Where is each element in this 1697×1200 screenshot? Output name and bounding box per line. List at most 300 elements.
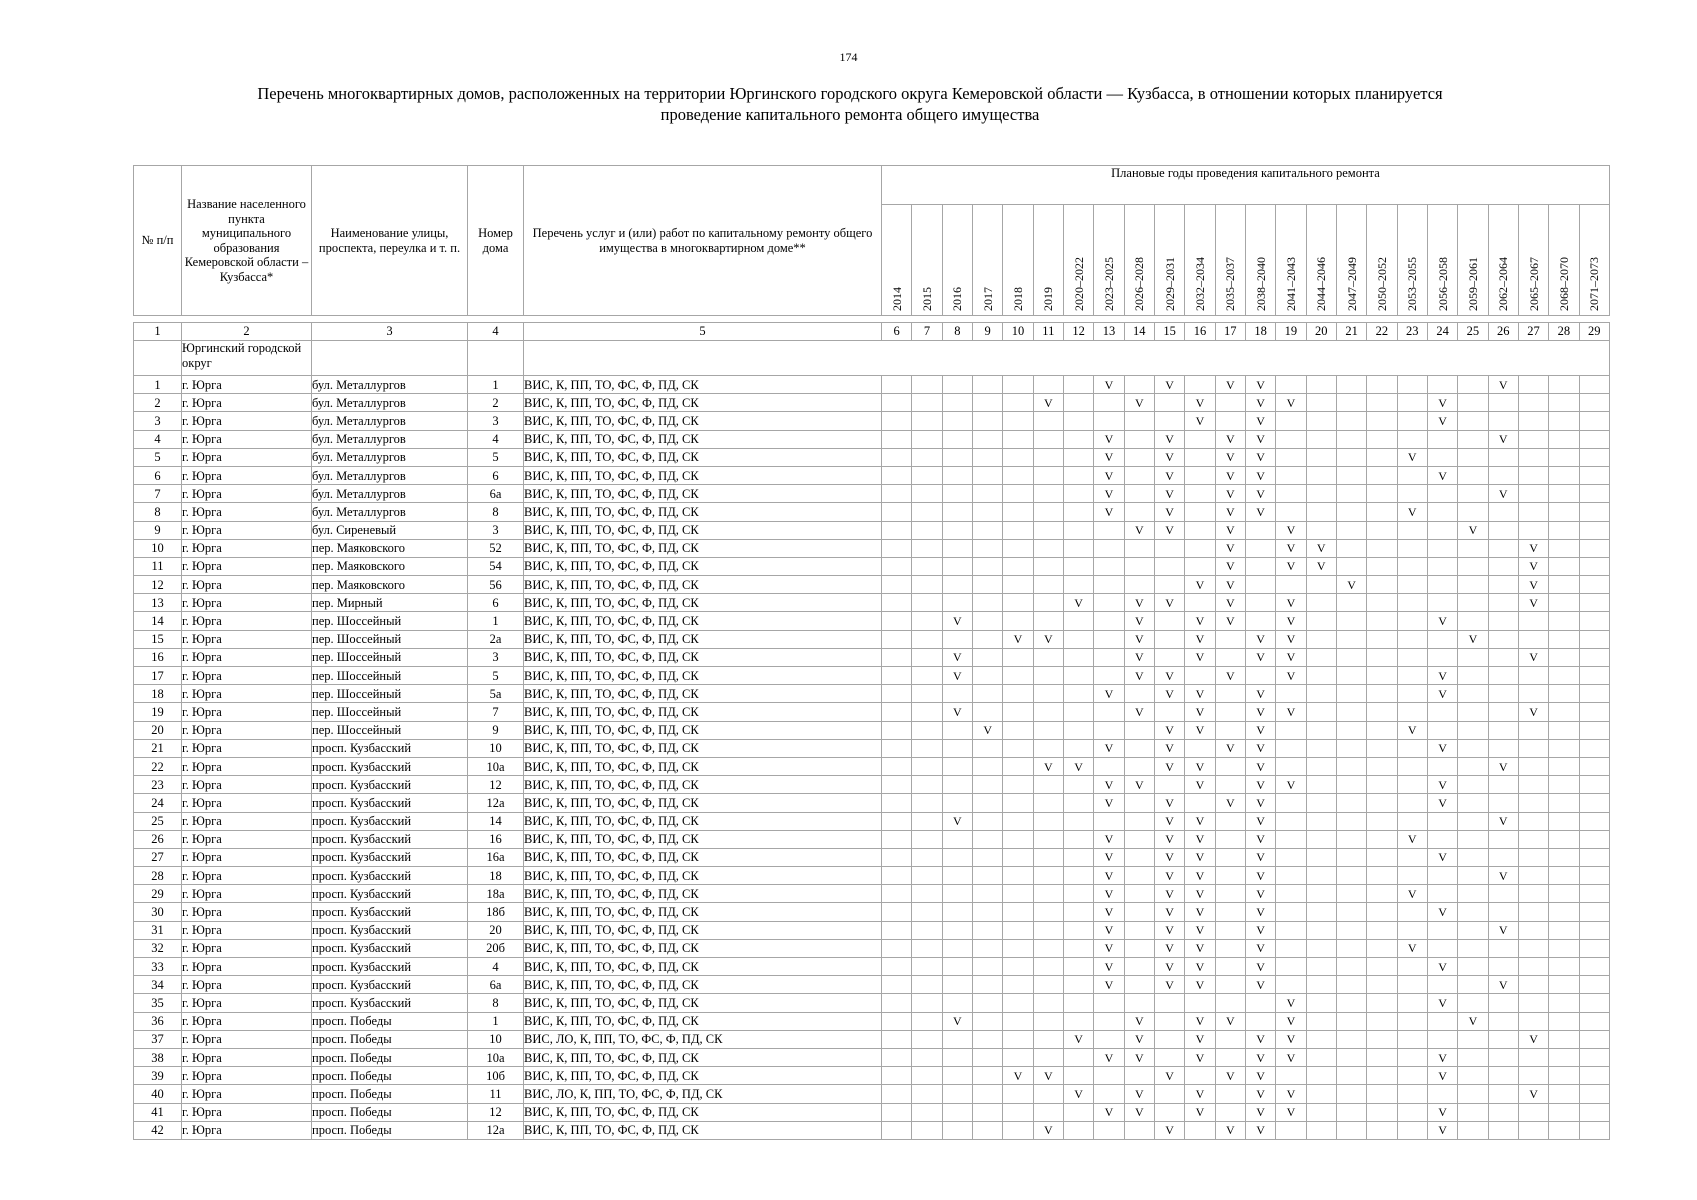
year-cell — [882, 903, 912, 921]
year-cell — [1215, 939, 1245, 957]
year-cell — [1518, 612, 1548, 630]
year-cell — [942, 1067, 972, 1085]
repair-mark: V — [1154, 1067, 1184, 1085]
repair-mark: V — [1276, 539, 1306, 557]
table-row — [134, 1085, 1610, 1103]
settlement-cell: г. Юрга — [182, 830, 312, 848]
row-number: 36 — [134, 1012, 182, 1030]
year-cell — [1427, 448, 1457, 466]
year-cell — [1003, 1121, 1033, 1139]
year-cell — [972, 1048, 1002, 1066]
year-cell — [1458, 612, 1488, 630]
repair-mark: V — [1245, 1103, 1275, 1121]
year-cell — [912, 485, 942, 503]
year-cell — [1549, 1030, 1579, 1048]
table-row — [134, 721, 1610, 739]
year-label: 2056–2058 — [1435, 257, 1450, 311]
repair-mark: V — [1306, 539, 1336, 557]
year-cell — [1579, 903, 1609, 921]
year-header — [1306, 205, 1336, 316]
year-cell — [1336, 648, 1366, 666]
street-cell: бул. Металлургов — [312, 485, 468, 503]
repair-mark: V — [1094, 830, 1124, 848]
works-cell: ВИС, К, ПП, ТО, ФС, Ф, ПД, СК — [524, 667, 882, 685]
year-cell — [972, 539, 1002, 557]
year-cell — [1185, 994, 1215, 1012]
table-row — [134, 1048, 1610, 1066]
year-cell — [1397, 557, 1427, 575]
year-cell — [1397, 485, 1427, 503]
year-label: 2044–2046 — [1314, 257, 1329, 311]
year-cell — [1336, 703, 1366, 721]
works-cell: ВИС, К, ПП, ТО, ФС, Ф, ПД, СК — [524, 794, 882, 812]
repair-mark: V — [1185, 721, 1215, 739]
year-cell — [1033, 576, 1063, 594]
year-cell — [942, 485, 972, 503]
year-cell — [1245, 576, 1275, 594]
year-cell — [1124, 448, 1154, 466]
works-cell: ВИС, К, ПП, ТО, ФС, Ф, ПД, СК — [524, 703, 882, 721]
row-number: 12 — [134, 576, 182, 594]
year-cell — [1488, 448, 1518, 466]
year-cell — [1063, 703, 1093, 721]
repair-mark: V — [1094, 430, 1124, 448]
settlement-cell: г. Юрга — [182, 1067, 312, 1085]
street-cell: просп. Кузбасский — [312, 812, 468, 830]
repair-mark: V — [1185, 394, 1215, 412]
year-cell — [1458, 830, 1488, 848]
repair-mark: V — [942, 812, 972, 830]
year-cell — [972, 776, 1002, 794]
repair-mark: V — [1488, 757, 1518, 775]
year-cell — [1003, 976, 1033, 994]
year-cell — [972, 885, 1002, 903]
year-cell — [882, 976, 912, 994]
year-cell — [1397, 594, 1427, 612]
table-row — [134, 430, 1610, 448]
repair-mark: V — [972, 721, 1002, 739]
column-number: 26 — [1488, 323, 1518, 341]
repair-mark: V — [1185, 757, 1215, 775]
repair-mark: V — [1245, 1121, 1275, 1139]
repair-mark: V — [1488, 812, 1518, 830]
year-cell — [1033, 994, 1063, 1012]
year-cell — [1063, 503, 1093, 521]
works-cell: ВИС, К, ПП, ТО, ФС, Ф, ПД, СК — [524, 448, 882, 466]
repair-mark: V — [1154, 503, 1184, 521]
year-cell — [1276, 430, 1306, 448]
year-cell — [1488, 685, 1518, 703]
repair-mark: V — [1033, 394, 1063, 412]
year-cell — [1397, 521, 1427, 539]
year-cell — [1427, 1012, 1457, 1030]
repair-mark: V — [1185, 812, 1215, 830]
year-label: 2015 — [919, 287, 934, 311]
year-cell — [912, 630, 942, 648]
year-cell — [912, 539, 942, 557]
year-cell — [1276, 685, 1306, 703]
year-cell — [912, 448, 942, 466]
year-cell — [1427, 885, 1457, 903]
year-cell — [1458, 976, 1488, 994]
year-label: 2019 — [1041, 287, 1056, 311]
year-label: 2038–2040 — [1253, 257, 1268, 311]
year-cell — [1549, 1121, 1579, 1139]
street-cell: просп. Кузбасский — [312, 867, 468, 885]
year-cell — [1458, 667, 1488, 685]
repair-mark: V — [1094, 376, 1124, 394]
table-row — [134, 394, 1610, 412]
settlement-cell: г. Юрга — [182, 921, 312, 939]
house-cell: 18б — [468, 903, 524, 921]
column-number: 23 — [1397, 323, 1427, 341]
row-number: 40 — [134, 1085, 182, 1103]
year-cell — [1367, 939, 1397, 957]
house-cell: 8 — [468, 994, 524, 1012]
year-cell — [972, 466, 1002, 484]
repair-mark: V — [1245, 757, 1275, 775]
year-cell — [1003, 466, 1033, 484]
year-cell — [1245, 521, 1275, 539]
year-cell — [1276, 376, 1306, 394]
year-cell — [1124, 376, 1154, 394]
repair-mark: V — [1245, 921, 1275, 939]
street-cell: просп. Победы — [312, 1012, 468, 1030]
year-cell — [1458, 776, 1488, 794]
year-cell — [1154, 1048, 1184, 1066]
year-cell — [1367, 976, 1397, 994]
repair-mark: V — [1124, 667, 1154, 685]
year-cell — [1336, 1085, 1366, 1103]
year-cell — [1549, 994, 1579, 1012]
year-cell — [1033, 430, 1063, 448]
year-cell — [942, 685, 972, 703]
year-cell — [1185, 466, 1215, 484]
year-cell — [1185, 539, 1215, 557]
year-cell — [1518, 685, 1548, 703]
repair-mark: V — [1276, 557, 1306, 575]
group-cell-empty — [312, 341, 468, 376]
repair-mark: V — [1154, 721, 1184, 739]
table-row — [134, 885, 1610, 903]
repair-mark: V — [1245, 376, 1275, 394]
year-cell — [1033, 648, 1063, 666]
year-cell — [972, 394, 1002, 412]
year-cell — [1367, 503, 1397, 521]
year-cell — [1367, 594, 1397, 612]
year-cell — [1458, 1030, 1488, 1048]
year-cell — [1124, 576, 1154, 594]
year-cell — [972, 557, 1002, 575]
year-label: 2047–2049 — [1344, 257, 1359, 311]
repair-mark: V — [1185, 612, 1215, 630]
year-cell — [1306, 794, 1336, 812]
year-cell — [1276, 1067, 1306, 1085]
year-cell — [942, 939, 972, 957]
works-cell: ВИС, К, ПП, ТО, ФС, Ф, ПД, СК — [524, 921, 882, 939]
year-cell — [912, 794, 942, 812]
row-number: 11 — [134, 557, 182, 575]
settlement-cell: г. Юрга — [182, 776, 312, 794]
year-cell — [1094, 412, 1124, 430]
year-cell — [1549, 757, 1579, 775]
year-label: 2071–2073 — [1587, 257, 1602, 311]
year-cell — [1336, 994, 1366, 1012]
repair-mark: V — [1185, 703, 1215, 721]
year-cell — [1397, 1085, 1427, 1103]
year-cell — [1336, 921, 1366, 939]
year-cell — [1367, 1121, 1397, 1139]
year-cell — [1518, 939, 1548, 957]
year-cell — [882, 412, 912, 430]
year-cell — [942, 848, 972, 866]
table-row — [134, 1067, 1610, 1085]
year-cell — [1124, 867, 1154, 885]
repair-mark: V — [1427, 1067, 1457, 1085]
year-cell — [1185, 521, 1215, 539]
year-cell — [1579, 430, 1609, 448]
repair-mark: V — [1245, 830, 1275, 848]
year-cell — [912, 1048, 942, 1066]
repair-mark: V — [1094, 448, 1124, 466]
repair-mark: V — [1124, 648, 1154, 666]
year-cell — [1215, 412, 1245, 430]
repair-mark: V — [1094, 921, 1124, 939]
year-cell — [1094, 576, 1124, 594]
year-cell — [1003, 667, 1033, 685]
year-cell — [1488, 521, 1518, 539]
year-cell — [1124, 903, 1154, 921]
year-cell — [1033, 412, 1063, 430]
year-cell — [882, 739, 912, 757]
works-cell: ВИС, К, ПП, ТО, ФС, Ф, ПД, СК — [524, 685, 882, 703]
works-cell: ВИС, К, ПП, ТО, ФС, Ф, ПД, СК — [524, 976, 882, 994]
year-cell — [1367, 1103, 1397, 1121]
street-cell: просп. Победы — [312, 1121, 468, 1139]
year-cell — [882, 667, 912, 685]
year-cell — [1549, 376, 1579, 394]
table-row — [134, 485, 1610, 503]
year-cell — [1518, 867, 1548, 885]
year-cell — [1154, 412, 1184, 430]
year-cell — [1549, 612, 1579, 630]
repair-mark: V — [1458, 521, 1488, 539]
year-cell — [1094, 757, 1124, 775]
settlement-cell: г. Юрга — [182, 1103, 312, 1121]
settlement-cell: г. Юрга — [182, 885, 312, 903]
repair-mark: V — [1154, 667, 1184, 685]
year-cell — [1033, 958, 1063, 976]
year-cell — [942, 1048, 972, 1066]
year-cell — [882, 885, 912, 903]
year-cell — [1033, 612, 1063, 630]
year-cell — [1306, 1121, 1336, 1139]
settlement-cell: г. Юрга — [182, 576, 312, 594]
year-cell — [912, 976, 942, 994]
year-cell — [1336, 1012, 1366, 1030]
works-cell: ВИС, К, ПП, ТО, ФС, Ф, ПД, СК — [524, 994, 882, 1012]
year-cell — [972, 867, 1002, 885]
year-cell — [882, 776, 912, 794]
year-cell — [1549, 503, 1579, 521]
row-number: 7 — [134, 485, 182, 503]
street-cell: пер. Маяковского — [312, 557, 468, 575]
header-planned-years: Плановые годы проведения капитального ремонта — [882, 166, 1610, 205]
year-cell — [1397, 921, 1427, 939]
table-row — [134, 466, 1610, 484]
table-body — [134, 316, 1610, 1140]
settlement-cell: г. Юрга — [182, 539, 312, 557]
year-cell — [1063, 648, 1093, 666]
year-cell — [1003, 1030, 1033, 1048]
year-cell — [1488, 667, 1518, 685]
year-cell — [1488, 1121, 1518, 1139]
year-cell — [942, 521, 972, 539]
year-cell — [912, 394, 942, 412]
year-cell — [912, 812, 942, 830]
repair-mark: V — [1427, 1121, 1457, 1139]
repair-mark: V — [1033, 630, 1063, 648]
year-cell — [1336, 830, 1366, 848]
year-cell — [1367, 430, 1397, 448]
row-number: 15 — [134, 630, 182, 648]
row-number: 14 — [134, 612, 182, 630]
year-cell — [1336, 721, 1366, 739]
house-cell: 12а — [468, 794, 524, 812]
repair-mark: V — [1458, 630, 1488, 648]
year-cell — [1488, 1048, 1518, 1066]
year-cell — [1245, 612, 1275, 630]
row-number: 22 — [134, 757, 182, 775]
street-cell: пер. Шоссейный — [312, 721, 468, 739]
year-cell — [1549, 976, 1579, 994]
year-cell — [1154, 557, 1184, 575]
repair-mark: V — [1215, 794, 1245, 812]
year-cell — [1579, 830, 1609, 848]
house-cell: 16 — [468, 830, 524, 848]
street-cell: просп. Кузбасский — [312, 939, 468, 957]
year-cell — [882, 939, 912, 957]
repair-mark: V — [1063, 1030, 1093, 1048]
row-number: 6 — [134, 466, 182, 484]
settlement-cell: г. Юрга — [182, 757, 312, 775]
year-cell — [1458, 757, 1488, 775]
year-cell — [1579, 1121, 1609, 1139]
year-cell — [882, 958, 912, 976]
year-cell — [1397, 539, 1427, 557]
works-cell: ВИС, К, ПП, ТО, ФС, Ф, ПД, СК — [524, 1103, 882, 1121]
repair-mark: V — [1518, 1085, 1548, 1103]
street-cell: бул. Металлургов — [312, 503, 468, 521]
year-cell — [912, 776, 942, 794]
year-cell — [1458, 430, 1488, 448]
works-cell: ВИС, К, ПП, ТО, ФС, Ф, ПД, СК — [524, 812, 882, 830]
year-cell — [1488, 466, 1518, 484]
year-cell — [1094, 557, 1124, 575]
year-cell — [1033, 466, 1063, 484]
year-cell — [1245, 994, 1275, 1012]
repair-mark: V — [1245, 903, 1275, 921]
year-cell — [1549, 1103, 1579, 1121]
year-header — [1367, 205, 1397, 316]
year-cell — [912, 958, 942, 976]
year-cell — [1397, 667, 1427, 685]
year-cell — [1397, 1103, 1427, 1121]
table-row — [134, 667, 1610, 685]
settlement-cell: г. Юрга — [182, 903, 312, 921]
repair-mark: V — [1397, 503, 1427, 521]
page-number: 174 — [839, 50, 858, 64]
year-cell — [1215, 903, 1245, 921]
year-cell — [1458, 539, 1488, 557]
street-cell: просп. Победы — [312, 1030, 468, 1048]
year-label: 2068–2070 — [1556, 257, 1571, 311]
table-row — [134, 630, 1610, 648]
year-cell — [1488, 830, 1518, 848]
year-cell — [1306, 885, 1336, 903]
year-header — [1185, 205, 1215, 316]
settlement-cell: г. Юрга — [182, 976, 312, 994]
year-cell — [942, 557, 972, 575]
year-cell — [1367, 1030, 1397, 1048]
year-cell — [972, 1121, 1002, 1139]
street-cell: просп. Кузбасский — [312, 994, 468, 1012]
column-number: 6 — [882, 323, 912, 341]
year-cell — [1003, 485, 1033, 503]
row-number: 18 — [134, 685, 182, 703]
year-cell — [912, 521, 942, 539]
year-cell — [1154, 1103, 1184, 1121]
year-cell — [1185, 667, 1215, 685]
year-cell — [1306, 903, 1336, 921]
year-cell — [1397, 994, 1427, 1012]
year-cell — [1154, 703, 1184, 721]
repair-mark: V — [1154, 376, 1184, 394]
year-cell — [1488, 739, 1518, 757]
year-cell — [1549, 830, 1579, 848]
year-cell — [912, 594, 942, 612]
repair-mark: V — [1276, 994, 1306, 1012]
year-cell — [1063, 376, 1093, 394]
year-cell — [1094, 812, 1124, 830]
year-cell — [1215, 394, 1245, 412]
year-cell — [1306, 1103, 1336, 1121]
year-cell — [1306, 394, 1336, 412]
year-cell — [1458, 448, 1488, 466]
column-number: 1 — [134, 323, 182, 341]
row-number: 42 — [134, 1121, 182, 1139]
repair-mark: V — [1336, 576, 1366, 594]
repair-mark: V — [1185, 576, 1215, 594]
year-cell — [1215, 630, 1245, 648]
house-cell: 20б — [468, 939, 524, 957]
year-cell — [942, 1085, 972, 1103]
year-cell — [1579, 466, 1609, 484]
repair-mark: V — [1154, 739, 1184, 757]
house-cell: 8 — [468, 503, 524, 521]
house-cell: 1 — [468, 376, 524, 394]
repair-mark: V — [1245, 812, 1275, 830]
year-cell — [912, 830, 942, 848]
year-cell — [1154, 994, 1184, 1012]
repair-mark: V — [1185, 921, 1215, 939]
header-number: № п/п — [134, 166, 182, 316]
repair-mark: V — [1185, 685, 1215, 703]
year-cell — [1306, 412, 1336, 430]
year-cell — [1124, 958, 1154, 976]
year-cell — [1367, 685, 1397, 703]
year-cell — [1549, 794, 1579, 812]
